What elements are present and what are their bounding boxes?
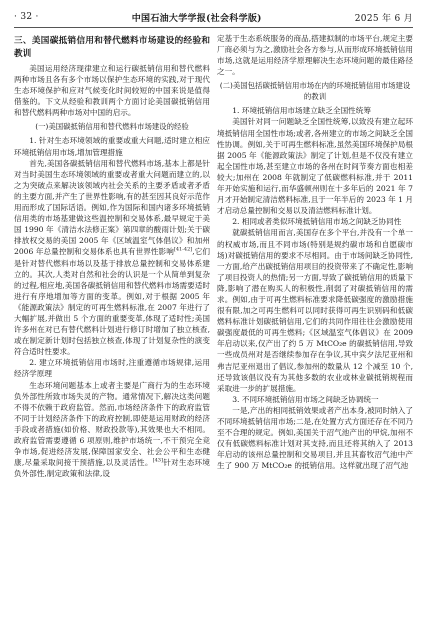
numbered-heading: 2. 相同或者类似环境抵销信用市场之间缺乏协同性: [232, 217, 402, 227]
paragraph-text: 生态环境问题基本上或者主要是广商行为的生态环境负外部性所致市场失灵的产物。通常情况下,解决这类问题不得不依赖于政府监管。然而,市场经济条件下的政府监管不同于计划经济条件下的政府控制,即使是运用财政的经济手段或者措施(如价格、财政投款等),其效果也大不相同。政府监管需要遵循 6 项原则,维护市场统一,不干预完全竞争市场,促进经济发展,保障国家安全、社会公平和生态健康,尽量采取间接干预措施,以及灵活性。: [14, 380, 210, 468]
paragraph: 就碳抵销信用而言,美国存在多个平台,并没有一个单一的权威市场,而且不同市场(特别是规约碳市场和自愿碳市场)对碳抵销信用的要求不尽相同。由于市场间缺乏协同性,一方面,给产出碳抵销信用项目的投资带来了不确定性,影响了项目投资人的热情;另一方面,导致了碳抵销信用的质量下降,影响了潜在购买人的积极性,削弱了对碳抵销信用的需求。例如,由于可再生燃料标准要求降低碳强度的激励措施很有限,加之可再生燃料可以同时获得可再生识别码和低碳燃料标准计划碳抵销信用,它们的共同作用往往会激励使用碳强度最低的可再生燃料;《区域温室气体倡议》在 2009 年启动以来,仅产出了约 5 万 MtCO₂e 的碳抵销信用,导致一些成员州对是否继续参加存在争议,其中宾夕法尼亚州和弗吉尼亚州退出了倡议,参加州的数量从 12 个减至 10 个,还导致该倡议没有为其他多数的农业或林业碳抵销规程而采取进一步的扩展措施。: [217, 228, 413, 393]
right-column: [217, 33, 413, 637]
numbered-heading: 1. 环境抵销信用市场建立缺乏全国性统筹: [232, 106, 371, 116]
paragraph: 定基于生态系统服务的商品,搭建拟制的市场平台,规定主要厂商必须与为之,激励社会各方参与,从而形成环境抵销信用市场,这就是运用经济学原理解决生态环境问题的最佳路径之一。: [217, 34, 413, 77]
header-rule: [14, 27, 413, 28]
paragraph-text: ,它们是针对替代燃料市场以及基于排放总量控制和交易体系建立的。其次,人类对自然和社会的认识是一个从简单到复杂的过程,相应地,美国各碳抵销信用和替代燃料市场需要适时进行有序地增加等方面的变革。例如,对于根据 2005 年《能源政策法》制定的可再生燃料标准,在 2007 年进行了大幅扩展,并做出 5 个方面的重要变革,体现了适时性;美国许多州在对已有替代燃料计划进行修订时增加了独立核查,或在制定新计划时包括独立核查,体现了计划复杂性的演变符合适时性要求。: [14, 247, 210, 357]
section-heading: 三、美国碳抵销信用和替代燃料市场建设的经验和教训: [14, 36, 210, 59]
paragraph: 美国针对同一问题缺乏全国性统筹,以致没有建立起环境抵销信用全国性市场;或者,各州建立的市场之间缺乏全国性协调。例如,关于可再生燃料标准,虽然美国环境保护局根据 2005 年《能源政策法》制定了计划,但是不仅没有建立起全国性市场,甚至建立市场的各州在时间节奏方面也相差较大;加州在 2008 年就制定了低碳燃料标准,并于 2011 年开始实施和运行,而华盛顿州则在十多年后的 2021 年 7 月才开始制定清洁燃料标准,且于一年半后的 2023 年 1 月才启动总量控制和交易以及清洁燃料标准计划。: [217, 117, 413, 216]
citation: [43]: [152, 457, 163, 464]
numbered-heading: 1. 针对生态环境领域的重要或重大问题,适时建立相应环境抵销信用市场,增加管理措施: [14, 136, 210, 157]
journal-title: 中国石油大学学报(社会科学版): [131, 13, 262, 24]
paragraph: [14, 380, 210, 480]
paragraph-text: 针对生态环境负外部性,制定政策和法律,设: [14, 458, 210, 479]
subsection-heading: (一)美国碳抵销信用和替代燃料市场建设的经验: [35, 122, 189, 132]
citation: [41-42]: [173, 246, 193, 253]
paragraph: 美国运用经济现律建立和运行碳抵销信用和替代燃料两种市场且各有多个市场以保护生态环境的实践,对于现代生态环境保护和应对气候变化时间较短的中国来说是值得借鉴的。下文从经验和教训两个方面讨论美国碳抵销信用和替代燃料两种市场对中国的启示。: [14, 64, 210, 118]
subsection-heading: (二)美国包括碳抵销信用市场在内的环境抵销信用市场建设的教训: [219, 81, 411, 102]
numbered-heading: 3. 不同环境抵销信用市场之间缺乏协调统一: [232, 394, 379, 404]
page-number: · 32 ·: [14, 12, 39, 22]
paragraph: 一是,产出的相同抵销效果或者产出本身,被同时纳入了不同环境抵销信用市场;二是,在处置方式方面还存在不同乃至不合理的规定。例如,美国关于沼气池产出的甲烷,加州不仅有低碳燃料标准计划对其支持,而且还将其纳入了 2013 年启动的该州总量控制和交易项目,并且其畜牧沼气池中产生了 900 万 MtCO₂e 的抵销信用。这样就出现了沼气池: [217, 405, 413, 471]
page-header: [14, 8, 413, 26]
paragraph: [14, 158, 210, 358]
issue-date: 2025 年 6 月: [354, 13, 413, 24]
left-column: [14, 33, 210, 637]
numbered-heading: 2. 建立环境抵销信用市场时,注重遵循市场规律,运用经济学原理: [14, 358, 210, 379]
paragraph-text: 首先,美国各碳抵销信用和替代燃料市场,基本上都是针对当时美国生态环境领域的重要或者重大问题而建立的,以之为突破点来解决该领域内社会关系的主要矛盾或者矛盾的主要方面,并产生了世界性影响,有的甚至因其良好示范作用而形成了国际话语。例如,作为国际和国内诸多环境抵销信用类的市场基建做这些温控制和交易体系,最早规定于美国 1990 年《清洁水法修正案》第四章的酸雨计划;关于碳排放权交易的美国 2005 年《区域温室气体倡议》和加州 2006 年总量控制和交易体系也具有世界性影响: [14, 158, 210, 257]
